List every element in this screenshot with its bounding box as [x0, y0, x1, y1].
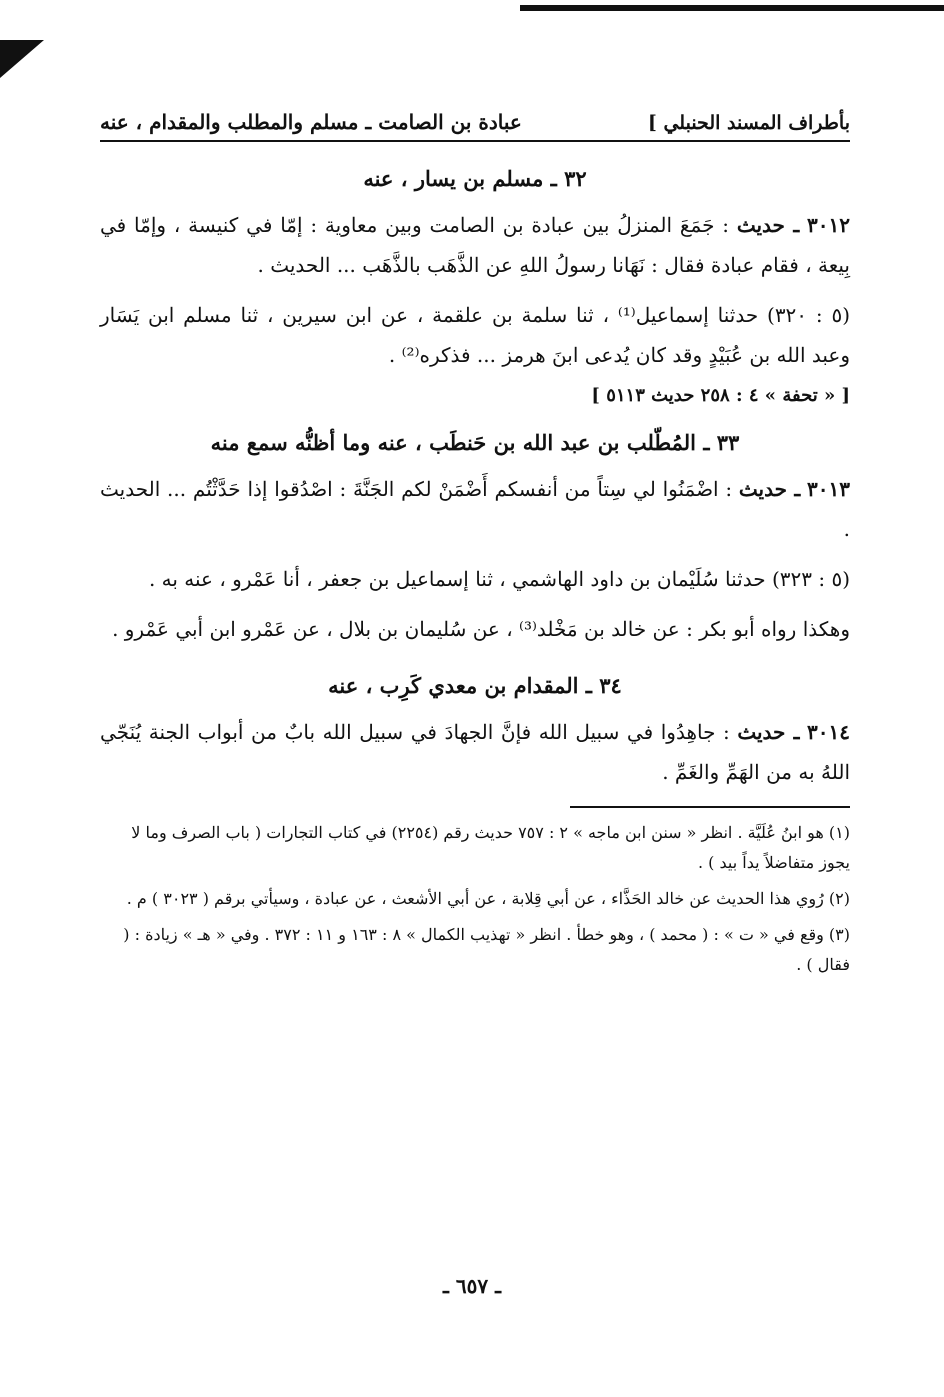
scan-corner-mark: [0, 40, 44, 78]
hadith-number: ٣٠١٢: [807, 213, 851, 237]
hadith-paragraph: ٣٠١٣ ـ حديث : اضْمَنُوا لي سِتاً من أنفسكم أَضْمَنْ لكم الجَنَّةَ : اصْدُقوا إذا حَدَّثْتُم ... الحديث .: [100, 477, 850, 541]
hadith-text: جَمَعَ المنزلُ بين عبادة بن الصامت وبين معاوية : إمّا في كنيسة ، وإمّا في بِيعة ، فقام عبادة فقال : نَهَانا رسولُ اللهِ عن الذَّهَب بالذَّهَب ... الحديث .: [100, 213, 850, 277]
footnote-divider: [570, 806, 850, 808]
hadith-text: جاهِدُوا في سبيل الله فإنَّ الجهادَ في سبيل الله بابٌ من أبواب الجنة يُنَجّي اللهُ به من الهَمِّ والغَمِّ .: [100, 720, 850, 784]
section-title: ٣٣ ـ المُطّلب بن عبد الله بن حَنطَب ، عنه وما أظنُّه سمع منه: [210, 430, 740, 455]
scan-edge-line: [520, 5, 944, 11]
section-title: ٣٢ ـ مسلم بن يسار ، عنه: [363, 166, 587, 191]
isnad-paragraph: (٥ : ٣٢٣) حدثنا سُلَيْمان بن داود الهاشمي ، ثنا إسماعيل بن جعفر ، أنا عَمْرو ، عنه به .: [148, 567, 850, 591]
reference-note: [ « تحفة » ٤ : ٢٥٨ حديث ٥١١٣ ]: [591, 385, 850, 406]
hadith-paragraph: ٣٠١٤ ـ حديث : جاهِدُوا في سبيل الله فإنَّ الجهادَ في سبيل الله بابٌ من أبواب الجنة يُنَجّي اللهُ به من الهَمِّ والغَمِّ .: [100, 720, 851, 784]
hadith-label: حديث: [737, 720, 786, 744]
header-book-title: بأطراف المسند الحنبلي ]: [647, 112, 850, 134]
section-title: ٣٤ ـ المقدام بن معدي كَرِب ، عنه: [328, 673, 622, 698]
extra-paragraph: وهكذا رواه أبو بكر : عن خالد بن مَخْلد⁽³⁾ ، عن سُليمان بن بلال ، عن عَمْرو ابن أبي عَمْرو .: [112, 617, 850, 641]
hadith-number: ٣٠١٤: [807, 720, 851, 744]
header-section-title: عبادة بن الصامت ـ مسلم والمطلب والمقدام ، عنه: [100, 110, 522, 134]
page-body: [100, 110, 850, 986]
hadith-label: حديث: [736, 213, 785, 237]
page-number: ـ ٦٥٧ ـ: [443, 1274, 501, 1298]
isnad-paragraph: (٥ : ٣٢٠) حدثنا إسماعيل⁽¹⁾ ، ثنا سلمة بن علقمة ، عن ابن سيرين ، ثنا مسلم ابن يَسَار وعبد الله بن عُبَيْدٍ وقد كان يُدعى ابنَ هرمز ... فذكره⁽²⁾ .: [100, 303, 850, 367]
hadith-text: اضْمَنُوا لي سِتاً من أنفسكم أَضْمَنْ لكم الجَنَّةَ : اصْدُقوا إذا حَدَّثْتُم ... الحديث .: [100, 477, 850, 541]
footnote-item: (٢) رُوي هذا الحديث عن خالد الحَذَّاء ، عن أبي قِلابة ، عن أبي الأشعث ، عن عبادة ، وسيأتي برقم ( ٣٠٢٣ ) م .: [126, 889, 850, 908]
hadith-number: ٣٠١٣: [807, 477, 850, 501]
footnote-item: (٣) وقع في « ت » : ( محمد ) ، وهو خطأ . انظر « تهذيب الكمال » ٨ : ١٦٣ و ١١ : ٣٧٢ . وفي « هـ » زيادة : ( فقال ) .: [123, 925, 850, 974]
running-header: [100, 110, 850, 142]
footnotes: [100, 818, 850, 980]
footnote-item: (١) هو ابنُ عُلَيَّة . انظر « سنن ابن ماجه » ٢ : ٧٥٧ حديث رقم (٢٢٥٤) في كتاب التجارات ( باب الصرف وما لا يجوز متفاضلاً يداً بيد ) .: [131, 823, 850, 872]
hadith-paragraph: ٣٠١٢ ـ حديث : جَمَعَ المنزلُ بين عبادة بن الصامت وبين معاوية : إمّا في كنيسة ، وإمّا في بِيعة ، فقام عبادة فقال : نَهَانا رسولُ اللهِ عن الذَّهَب بالذَّهَب ... الحديث .: [100, 213, 851, 277]
hadith-label: حديث: [738, 477, 787, 501]
